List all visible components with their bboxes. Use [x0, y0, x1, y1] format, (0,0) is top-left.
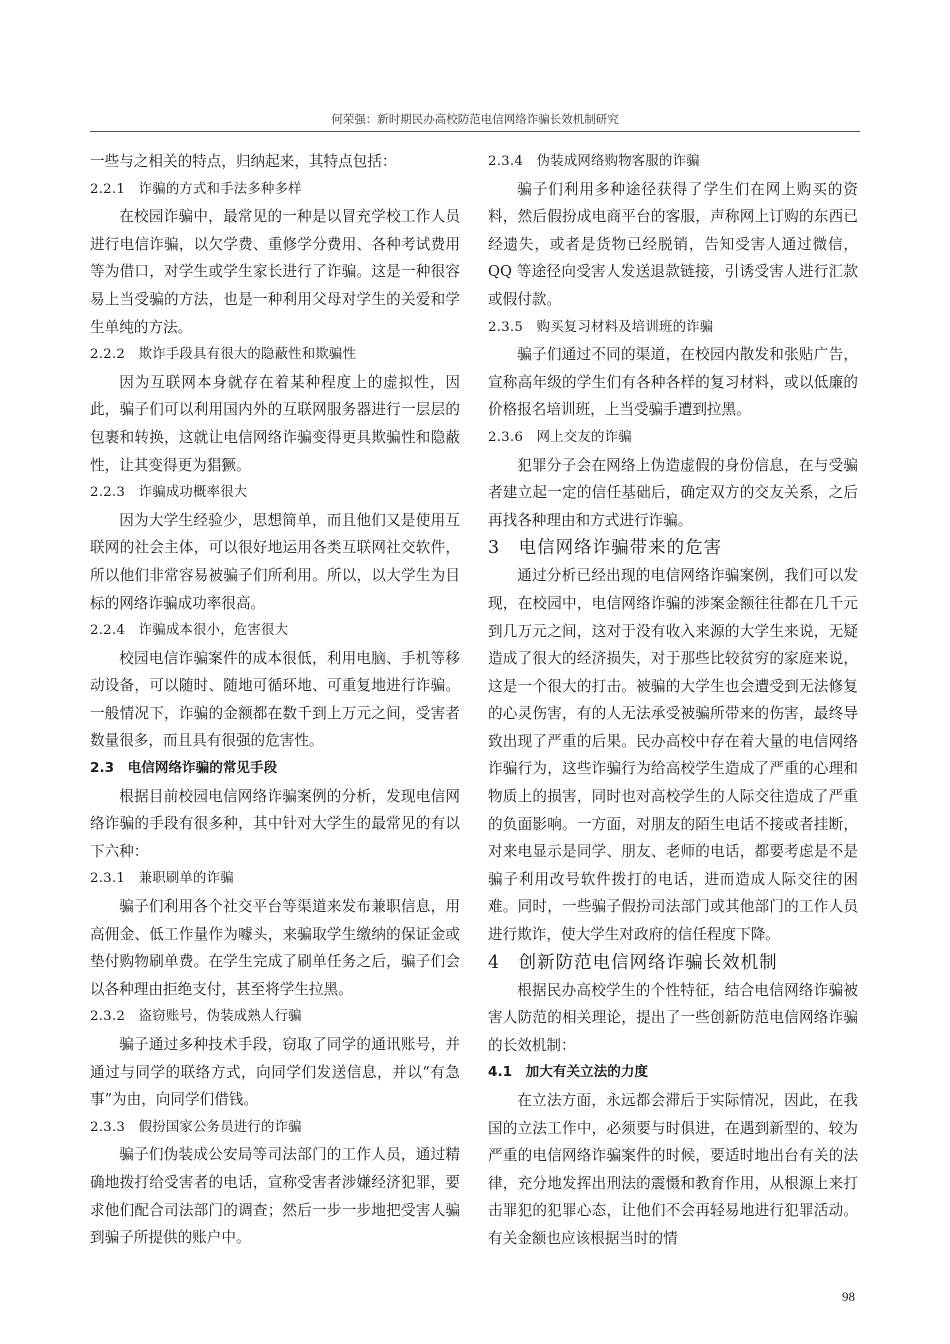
- paragraph: 校园电信诈骗案件的成本很低，利用电脑、手机等移动设备，可以随时、随地可循环地、可重复地进行诈骗。一般情况下，诈骗的金额都在数千到上万元之间，受害者数量很多，而且具有很强的危害性。: [90, 649, 460, 750]
- header-divider: [90, 131, 860, 132]
- section-heading-4: 4 创新防范电信网络诈骗长效机制: [488, 952, 778, 973]
- paragraph: 骗子们伪装成公安局等司法部门的工作人员，通过精确地拨打给受害者的电话，宣称受害者涉嫌经济犯罪，要求他们配合司法部门的调查；然后一步一步地把受害人骗到骗子所提供的账户中。: [90, 1146, 460, 1247]
- subsection-heading-2-2-2: 2.2.2 欺诈手段具有很大的隐蔽性和欺骗性: [90, 347, 357, 363]
- paragraph: 骗子们通过不同的渠道，在校园内散发和张贴广告，宣称高年级的学生们有各种各样的复习材料，或以低廉的价格报名培训班，上当受骗手遭到拉黑。: [488, 346, 858, 419]
- paragraph: 因为大学生经验少，思想简单，而且他们又是使用互联网的社会主体，可以很好地运用各类互联网社交软件，所以他们非常容易被骗子们所利用。所以，以大学生为目标的网络诈骗成功率很高。: [90, 511, 460, 612]
- paragraph: 犯罪分子会在网络上伪造虚假的身份信息，在与受骗者建立起一定的信任基础后，确定双方的交友关系，之后再找各种理由和方式进行诈骗。: [488, 456, 858, 529]
- subsection-heading-2-2-3: 2.2.3 诈骗成功概率很大: [90, 485, 248, 501]
- section-heading-4-1: 4.1 加大有关立法的力度: [488, 1064, 649, 1081]
- paragraph: 因为互联网本身就存在着某种程度上的虚拟性，因此，骗子们可以利用国内外的互联网服务器进行一层层的包裹和转换，这就让电信网络诈骗变得更具欺骗性和隐蔽性，让其变得更为猖獗。: [90, 373, 460, 474]
- paragraph: 骗子通过多种技术手段，窃取了同学的通讯账号，并通过与同学的联络方式，向同学们发送信息，并以“有急事”为由，向同学们借钱。: [90, 1036, 460, 1109]
- left-column: [90, 148, 460, 1252]
- page-number: 98: [842, 1289, 855, 1304]
- paragraph: 骗子们利用各个社交平台等渠道来发布兼职信息，用高佣金、低工作量作为噱头，来骗取学生缴纳的保证金或垫付购物刷单费。在学生完成了刷单任务之后，骗子们会以各种理由拒绝支付，甚至将学生拉黑。: [90, 898, 460, 998]
- right-column: [488, 148, 858, 1253]
- subsection-heading-2-3-3: 2.3.3 假扮国家公务员进行的诈骗: [90, 1119, 302, 1135]
- paragraph: 在校园诈骗中，最常见的一种是以冒充学校工作人员进行电信诈骗，以欠学费、重修学分费用、各种考试费用等为借口，对学生或学生家长进行了诈骗。这是一种很容易上当受骗的方法，也是一种利用父母对学生的关爱和学生单纯的方法。: [90, 208, 460, 336]
- section-heading-2-3: 2.3 电信网络诈骗的常见手段: [90, 760, 278, 777]
- paragraph: 骗子们利用多种途径获得了学生们在网上购买的资料，然后假扮成电商平台的客服，声称网上订购的东西已经遗失，或者是货物已经脱销，告知受害人通过微信，QQ 等途径向受害人发送退款链接，引诱受害人进行汇款或假付款。: [488, 180, 858, 308]
- paragraph: 通过分析已经出现的电信网络诈骗案例，我们可以发现，在校园中，电信网络诈骗的涉案金额往往都在几千元到几万元之间，这对于没有收入来源的大学生来说，无疑造成了很大的经济损失，对于那些比较贫穷的家庭来说，这是一个很大的打击。被骗的大学生也会遭受到无法修复的心灵伤害，有的人无法承受被骗所带来的伤害，最终导致出现了严重的后果。民办高校中存在着大量的电信网络诈骗行为，这些诈骗行为给高校学生造成了严重的心理和物质上的损害，同时也对高校学生的人际交往造成了严重的负面影响。一方面，对朋友的陌生电话不接或者挂断，对来电显示是同学、朋友、老师的电话，都要考虑是不是骗子利用改号软件拨打的电话，进而造成人际交往的困难。同时，一些骗子假扮司法部门或其他部门的工作人员进行欺诈，使大学生对政府的信任程度下降。: [488, 567, 858, 944]
- subsection-heading-2-2-4: 2.2.4 诈骗成本很小，危害很大: [90, 623, 289, 639]
- paragraph: 根据民办高校学生的个性特征，结合电信网络诈骗被害人防范的相关理论，提出了一些创新防范电信网络诈骗的长效机制：: [488, 981, 858, 1054]
- subsection-heading-2-3-5: 2.3.5 购买复习材料及培训班的诈骗: [488, 319, 714, 335]
- subsection-heading-2-3-2: 2.3.2 盗窃账号，伪装成熟人行骗: [90, 1009, 302, 1025]
- subsection-heading-2-3-6: 2.3.6 网上交友的诈骗: [488, 429, 632, 445]
- paragraph: 在立法方面，永远都会滞后于实际情况，因此，在我国的立法工作中，必须要与时俱进，在遇到新型的、较为严重的电信网络诈骗案件的时候，要适时地出台有关的法律，充分地发挥出刑法的震慑和教育作用，从根源上来打击罪犯的犯罪心态，让他们不会再轻易地进行犯罪活动。有关金额也应该根据当时的情: [488, 1092, 858, 1247]
- running-header: 何荣强：新时期民办高校防范电信网络诈骗长效机制研究: [331, 112, 619, 126]
- paragraph: 根据目前校园电信网络诈骗案例的分析，发现电信网络诈骗的手段有很多种，其中针对大学生的最常见的有以下六种：: [90, 787, 460, 860]
- subsection-heading-2-2-1: 2.2.1 诈骗的方式和手法多种多样: [90, 181, 302, 197]
- paragraph: 一些与之相关的特点，归纳起来，其特点包括：: [90, 153, 397, 170]
- section-heading-3: 3 电信网络诈骗带来的危害: [488, 538, 723, 559]
- subsection-heading-2-3-1: 2.3.1 兼职刷单的诈骗: [90, 871, 234, 887]
- subsection-heading-2-3-4: 2.3.4 伪装成网络购物客服的诈骗: [488, 154, 700, 169]
